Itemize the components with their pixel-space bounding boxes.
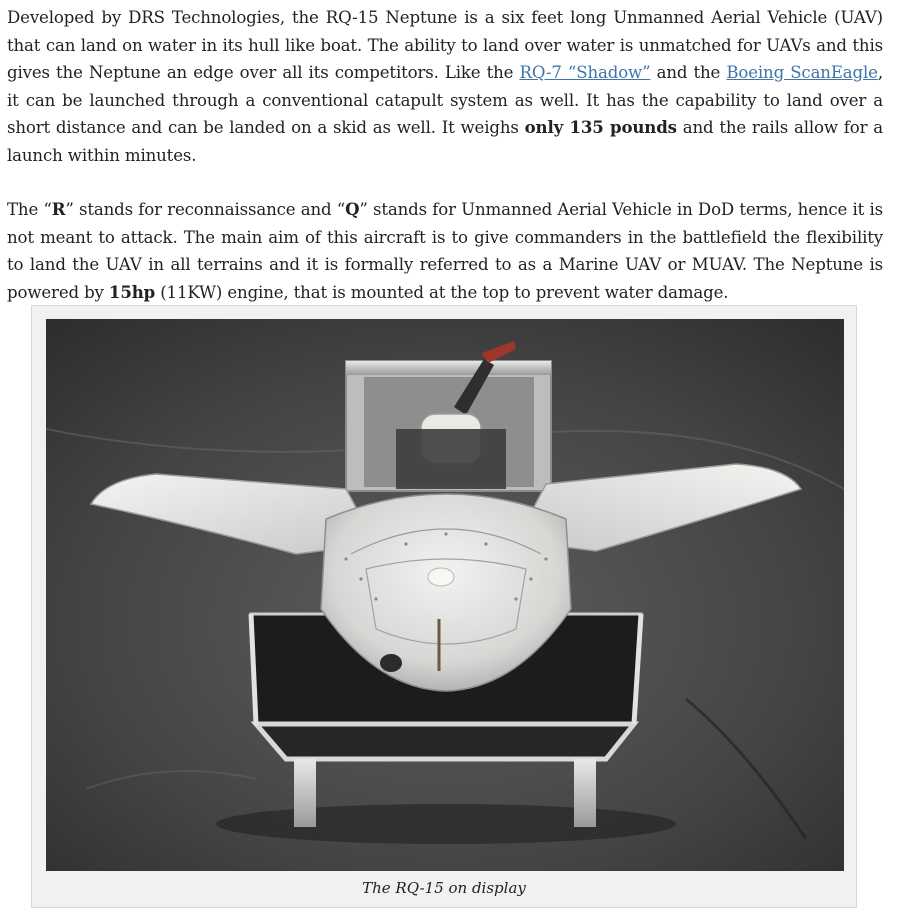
uav-photo[interactable] [46,319,844,871]
intro-text-1: Developed by DRS Technologies, the RQ-15 Neptune is a six feet long Unmanned Aerial Vehicle (UAV) that can land on water in its hull like boat. The ability to land over water is unmatched for UAVs and this gives the Neptune an edge over all its competitors. Like the [7,8,883,82]
intro-text-4: and the rails allow for a launch within minutes. [7,118,883,165]
designation-text-4: (11KW) engine, that is mounted at the top to prevent water damage. [155,282,729,302]
paragraph-intro [7,4,883,169]
rq7-shadow-link[interactable]: RQ-7 “Shadow” [519,63,651,82]
horsepower-highlight: 15hp [108,281,156,302]
rq15-illustration [46,319,844,871]
designation-text-2: ” stands for reconnaissance and “ [65,200,346,219]
designation-text-3: ” stands for Unmanned Aerial Vehicle in DoD terms, hence it is not meant to attack. The main aim of this aircraft is to give commanders in the battlefield the flexibility to land the UAV in all terrains and it is formally referred to as a Marine UAV or MUAV. The Neptune is powered by [7,200,883,302]
boeing-scaneagle-link[interactable]: Boeing ScanEagle [726,63,878,82]
intro-text-3: , it can be launched through a conventional catapult system as well. It has the capability to land over a short distance and can be landed on a skid as well. It weighs [7,63,883,137]
weight-highlight: only 135 pounds [524,117,677,137]
case-leg-right [574,759,596,827]
figure-caption: The RQ-15 on display [362,879,526,897]
case-leg-left [294,759,316,827]
figure [31,305,857,908]
designation-text-1: The “ [7,200,52,219]
letter-q-highlight: Q [345,199,360,219]
sensor-dome [428,568,454,586]
letter-r-highlight: R [51,199,66,219]
article-body [7,4,883,306]
intro-text-2: and the [650,63,727,82]
paragraph-designation [7,196,883,306]
